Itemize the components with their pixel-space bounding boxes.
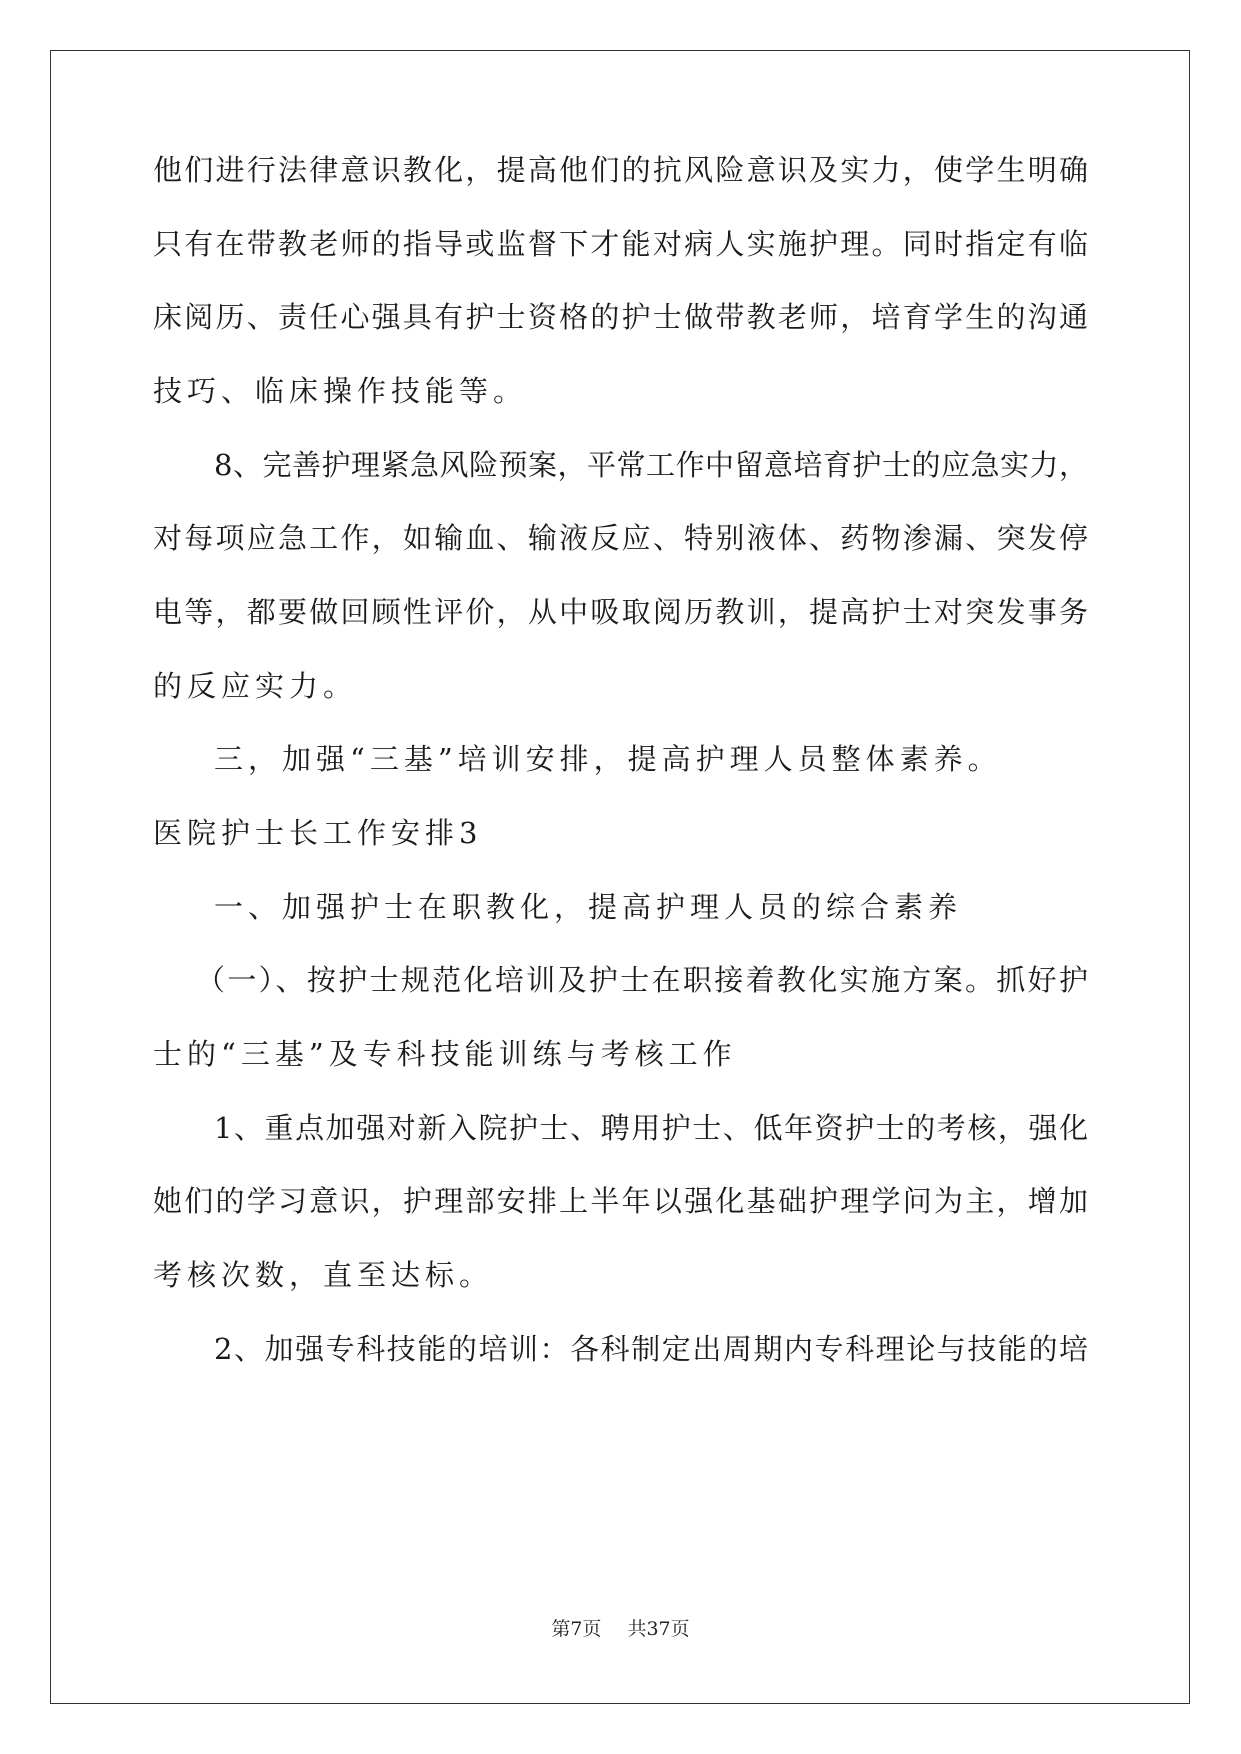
text-line: 一、加强护士在职教化，提高护理人员的综合素养 xyxy=(214,890,963,924)
page-footer xyxy=(0,1617,1241,1641)
text-line: 只有在带教老师的指导或监督下才能对病人实施护理。同时指定有临 xyxy=(153,227,1088,261)
text-line: （一）、按护士规范化培训及护士在职接着教化实施方案。抓好护 xyxy=(196,963,1088,997)
text-line: 技巧、临床操作技能等。 xyxy=(153,374,528,408)
text-line: 的反应实力。 xyxy=(153,669,358,703)
text-line: 考核次数，直至达标。 xyxy=(153,1258,494,1292)
text-line: 床阅历、责任心强具有护士资格的护士做带教老师，培育学生的沟通 xyxy=(153,300,1088,334)
text-line: 1、重点加强对新入院护士、聘用护士、低年资护士的考核，强化 xyxy=(214,1111,1088,1145)
text-line: 三，加强“三基”培训安排，提高护理人员整体素养。 xyxy=(214,742,1002,776)
text-line: 2、加强专科技能的培训：各科制定出周期内专科理论与技能的培 xyxy=(214,1332,1088,1366)
page-number: 第7页 xyxy=(551,1618,602,1640)
text-line: 电等，都要做回顾性评价，从中吸取阅历教训，提高护士对突发事务 xyxy=(153,595,1088,629)
text-line: 对每项应急工作，如输血、输液反应、特别液体、药物渗漏、突发停 xyxy=(153,521,1088,555)
text-line: 她们的学习意识，护理部安排上半年以强化基础护理学问为主，增加 xyxy=(153,1184,1088,1218)
text-line: 士的“三基”及专科技能训练与考核工作 xyxy=(153,1037,737,1071)
text-line: 8、完善护理紧急风险预案，平常工作中留意培育护士的应急实力， xyxy=(214,448,1088,482)
page-total: 共37页 xyxy=(627,1618,690,1640)
text-line: 他们进行法律意识教化，提高他们的抗风险意识及实力，使学生明确 xyxy=(153,153,1088,187)
section-heading: 医院护士长工作安排3 xyxy=(153,816,483,850)
